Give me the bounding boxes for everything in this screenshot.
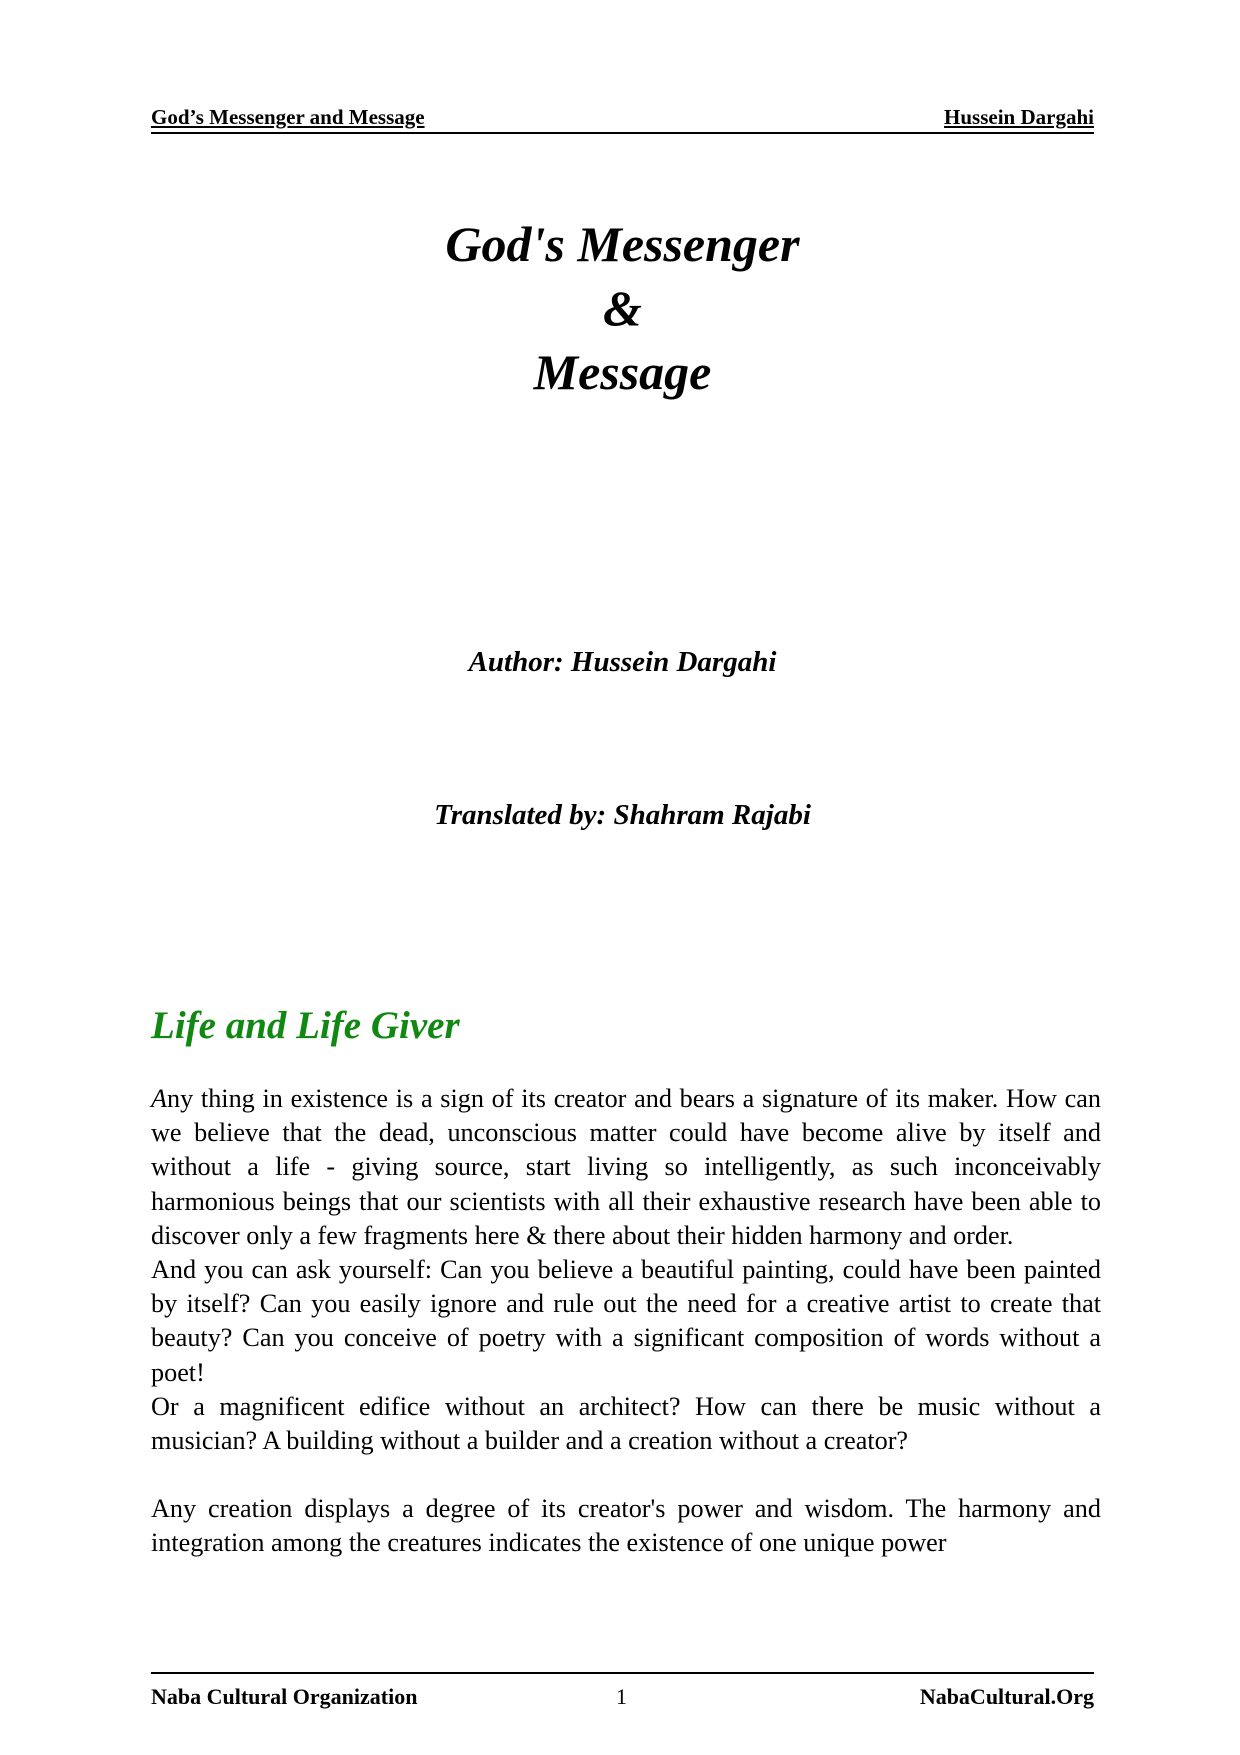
section-heading: Life and Life Giver	[151, 1004, 460, 1047]
header-author: Hussein Dargahi	[944, 105, 1094, 129]
section-body	[151, 1082, 1101, 1561]
header-book-title: God’s Messenger and Message	[151, 105, 425, 129]
paragraph-gap	[151, 1458, 1101, 1492]
title-line-2: &	[603, 280, 642, 336]
page-footer	[151, 1672, 1094, 1712]
translator-credit: Translated by: Shahram Rajabi	[434, 799, 811, 831]
footer-website: NabaCultural.Org	[919, 1684, 1094, 1709]
footer-organization: Naba Cultural Organization	[151, 1684, 418, 1709]
author-credit: Author: Hussein Dargahi	[468, 646, 777, 678]
title-line-3: Message	[533, 344, 712, 400]
paragraph-text: ny thing in existence is a sign of its creator and bears a signature of its maker. How can we believe that the dead, unconscious matter could have become alive by itself and without a life - giving source, start living so intelligently, as such inconceivably harmonious beings that our scientists with all their exhaustive research have been able to discover only a few fragments here & there about their hidden harmony and order.	[151, 1084, 1101, 1250]
book-title	[151, 212, 1094, 404]
page-number: 1	[616, 1684, 627, 1709]
paragraph: And you can ask yourself: Can you believe a beautiful painting, could have been painted by itself? Can you easily ignore and rule out the need for a creative artist to create that beauty? Can you conceive of poetry with a significant composition of words without a poet!	[151, 1255, 1101, 1387]
paragraph: Any creation displays a degree of its creator's power and wisdom. The harmony and integration among the creatures indicates the existence of one unique power	[151, 1494, 1101, 1558]
drop-cap: A	[151, 1084, 167, 1113]
paragraph	[151, 1082, 1101, 1253]
paragraph: Or a magnificent edifice without an architect? How can there be music without a musician? A building without a builder and a creation without a creator?	[151, 1391, 1101, 1456]
title-line-1: God's Messenger	[445, 216, 800, 272]
page-header	[151, 104, 1094, 134]
